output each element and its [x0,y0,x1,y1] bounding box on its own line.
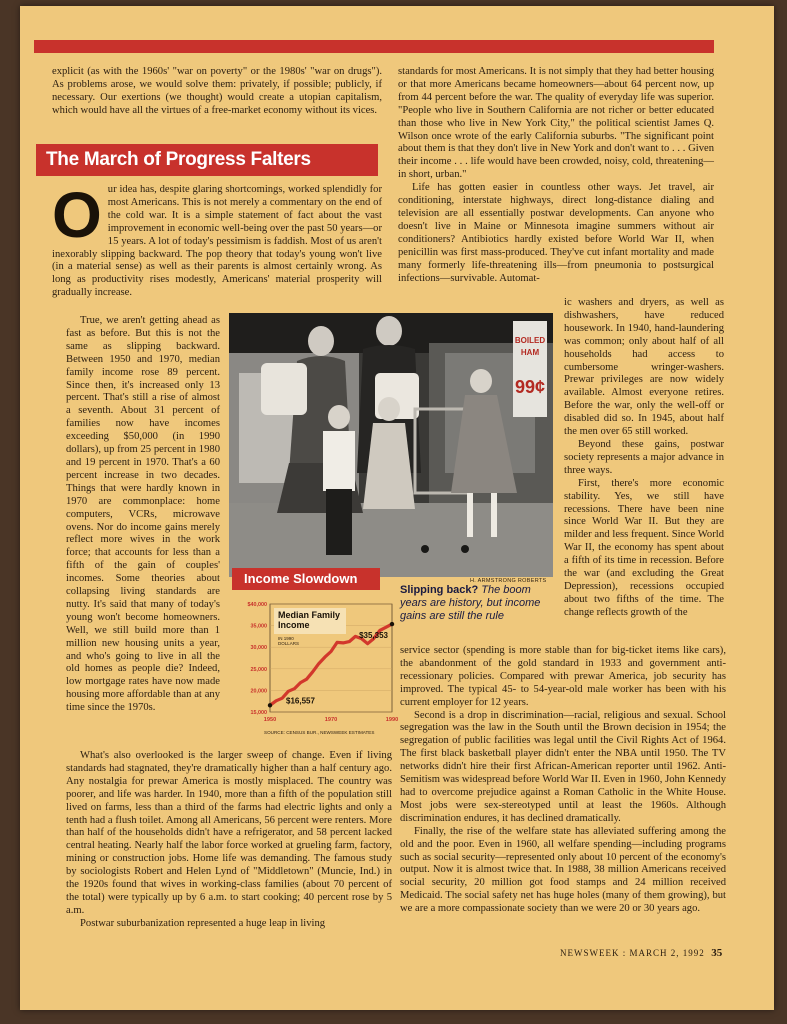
paragraph-whats: What's also overlooked is the larger sweep of change. Even if living standards had stagnated, they're dramatically higher than a half century ago. Any nostalgia for prewar America is mostly misplaced. The country was poorer, and life was harder. In 1940, more than a fifth of the population still lived on farms, less than a third of the farms had electric lights and only a tenth had a flush toilet. Among all Americans, 56 percent were renters. More than half of the households didn't have a refrigerator, and 58 percent lacked central heating. Nearly half the labor force worked at grueling farm, factory, mining or construction jobs. Home life was demanding. The famous study by sociologists Robert and Helen Lynd of "Middletown" (Muncie, Ind.) in the 1920s found that wives in working-class families (about 70 percent of the total) were typically up by 6 a.m. to start cooking; 40 percent rose by 5 a.m. [66,750,392,916]
page-number: 35 [711,947,723,959]
drop-cap: O [52,179,102,251]
data-point [294,688,295,689]
data-point [282,698,283,699]
chart-subtitle-1: IN 1990 [278,636,294,641]
data-point [343,642,344,643]
chart-label-start: $16,557 [286,696,315,706]
data-point [276,700,277,701]
sign-boiled: BOILED [514,336,546,345]
data-point [385,627,386,628]
chart-subtitle-2: DOLLARS [278,641,300,646]
data-point [324,657,325,658]
caption-italic: The boom years are history, but income gains are still the rule [400,584,541,622]
paragraph-life: Life has gotten easier in countless other ways. Jet travel, air conditioning, interstate highways, direct long-distance dialing and television are all essentially postwar developments. Can anyone who doesn't live in Maine or Minnesota imagine summers without air conditioners? Antibiotics hardly existed before World War II, when penicillin was first mass-produced. They've cut infant mortality and made many formerly life-threatening ills—from pneumonia to postsurgical infections—survivable. Automat- [398,182,714,284]
data-point [390,622,394,626]
paragraph-service: service sector (spending is more stable than for big-ticket items like cars), the abandonment of the gold standard in 1933 and government anti-recessionary policies. Compared with prewar America, job security has improved. The typical 45- to 54-year-old male worker has been with his current employer for 12 years. [400,645,726,708]
col1-bottom [66,750,392,931]
footer-text: NEWSWEEK : MARCH 2, 1992 [560,948,705,958]
y-tick-label: 30,000 [250,645,267,652]
section-heading: The March of Progress Falters [36,144,378,176]
sign-price: 99¢ [514,377,546,397]
income-chart [228,596,398,738]
photo-caption [400,584,560,623]
paragraph-washers: ic washers and dryers, as well as dishwashers, have reduced housework. In 1940, hand-laundering was common; only about half of all households had access to cumbersome wringer-washers. Prewar privileges are now widely available. Almost everyone retires. Before the war, only the well-off or disabled did so. In 1945, about half the men over 65 still worked. [564,297,724,438]
y-tick-label: 20,000 [250,688,267,695]
data-point [330,651,331,652]
data-point [367,643,368,644]
data-point [306,679,307,680]
chart-title-2: Income [278,620,310,630]
chart-title-1: Median Family [278,610,341,620]
paragraph-beyond: Beyond these gains, postwar society represents a major advance in three ways. [564,438,724,476]
paragraph-explicit: explicit (as with the 1960s' "war on poverty" or the 1980s' "war on drugs"). As problems arose, we would solve them: privately, if possible; publicly, if necessary. Our exertions (we thought) would create a utopian capitalism, which would have all the virtues of a free-market economy without its vices. [52,66,382,116]
chart-svg [228,596,398,738]
col2-top [398,66,714,285]
photo-credit: H. ARMSTRONG ROBERTS [470,578,547,584]
paragraph-finally: Finally, the rise of the welfare state has alleviated suffering among the old and the poor. Even in 1960, all welfare spending—including programs such as social security—represented only about 10 percent of the economy's output. Now it is almost twice that. In 1988, 38 million Americans received social security, 20 million got food stamps and 24 million received Medicaid. The social safety net has huge holes (many of them growing), but we are a more compassionate society than we were 20 or 30 years ago. [400,825,726,915]
paragraph-postwar: Postwar suburbanization represented a huge leap in living [80,917,326,929]
data-point [300,682,301,683]
x-tick-label: 1970 [324,717,338,723]
x-tick-label: 1990 [385,717,398,723]
col1-top-text [52,66,382,118]
chart-heading: Income Slowdown [232,568,380,590]
col2-bottom [400,645,726,916]
col1-narrow [66,315,220,715]
paragraph-standards: standards for most Americans. It is not simply that they had better housing or that more Americans became homeowners—about 64 percent now, up from 44 percent before the war. The quality of everyday life was superior. "People who live in Southern California are not richer or better educated than those who live in New York City," the political scientist James Q. Wilson once wrote of the early California suburbs. "The significant point about them is that they don't live in New York and don't want to . . . Given their income . . . life would have been crowded, noisy, cold, threatening—in short, urban." [398,66,714,181]
data-point [318,663,319,664]
y-tick-label: 15,000 [250,710,267,716]
family-shopping-photo [229,313,553,577]
chart-source: SOURCE: CENSUS BUR., NEWSWEEK ESTIMATES [264,730,375,735]
paragraph-true: True, we aren't getting ahead as fast as before. But this is not the same as slipping backward. Between 1950 and 1970, median family income rose 89 percent. Since then, it's increased only 13 percent. That's still a rise of almost a seventh. About 31 percent of families now have incomes exceeding $50,000 (in 1990 dollars), up from 25 percent in 1980 and 19 percent in 1970. That's a 60 percent increase in two decades. Things that were hardly known in 1970 are commonplace: home computers, VCRs, microwave ovens. Nor do income gains merely reflect more wives in the work force; that accounts for less than a fifth of the gain of couples' incomes. Some theories about collapsing living standards are nutty. It's said that many of today's young won't become homeowners. Well, we still build more than 1 million new housing units a year, and who's going to live in all the old homes as people die? Indeed, low mortgage rates have now made housing more affordable than at any time since the 1970s. [66,315,220,714]
col1-intro [52,179,382,300]
paragraph-first: First, there's more economic stability. Yes, we still have recessions. There have been nine since World War II. But they are milder and less frequent. Since World War II, the economy has spent about a fifth of its time in recession. Before the war (and excluding the Great Depression), recessions occupied about two fifths of the time. The change reflects growth of the [564,477,724,618]
sign-ham: HAM [520,348,540,357]
caption-bold: Slipping back? [400,584,479,596]
top-red-rule [34,40,714,53]
y-tick-label: 25,000 [250,666,267,673]
x-tick-label: 1950 [263,717,277,723]
page-footer [560,947,722,959]
data-point [355,636,356,637]
data-point [268,703,272,707]
photo-illustration [229,313,553,577]
paragraph-second: Second is a drop in discrimination—racial, religious and sexual. School segregation was the law in the South until the Brown decision in 1954; the segregation of public facilities was legal until the Civil Rights Act of 1964. The first black basketball player didn't enter the NBA until 1950. The TV networks didn't hire their first African-American reporter until 1962. Anti-Semitism was widespread before World War II. Even in 1960, John Kennedy had to overcome prejudice against a Roman Catholic in the White House. Most jobs were sex-stereotyped until at least the 1960s. Although discrimination endures, it has declined dramatically. [400,709,726,824]
y-tick-label: $40,000 [247,602,267,608]
data-point [288,691,289,692]
paragraph-intro: ur idea has, despite glaring shortcomings, worked splendidly for most Americans. This is not merely a commentary on the end of the cold war. It is a simple statement of fact about the vast improvement in economic well-being over the past 50 years—or 15 years. A lot of today's pessimism is faddish. Most of us aren't inexorably slipping backward. The pop theory that today's young won't live (in a material sense) as well as their parents is almost certainly wrong. As long as productivity rises modestly, Americans' material prosperity will gradually increase. [52,184,382,299]
chart-label-end: $35,353 [359,631,388,641]
col3-narrow [564,297,724,620]
data-point [349,641,350,642]
y-tick-label: 35,000 [250,623,267,630]
data-point [337,642,338,643]
data-point [312,671,313,672]
